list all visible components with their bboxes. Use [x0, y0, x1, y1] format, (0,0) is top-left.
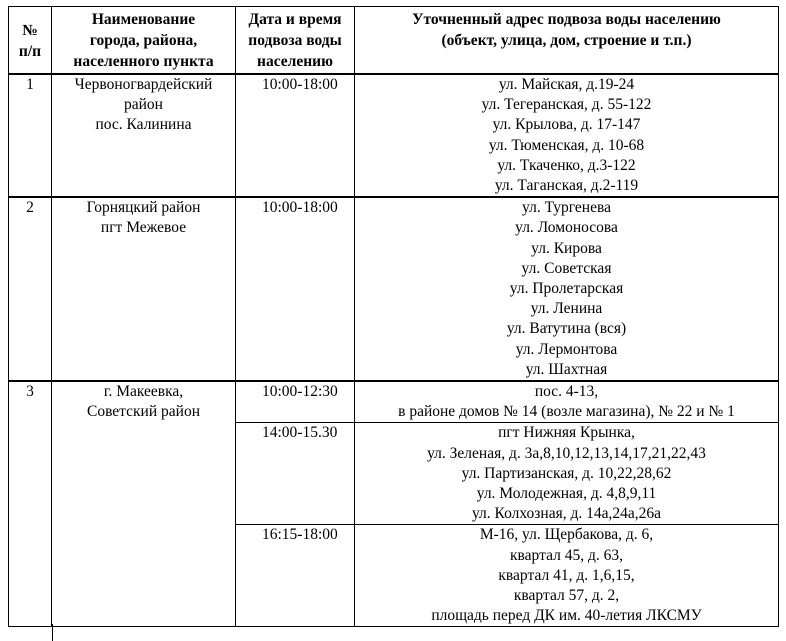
row-number: 3 [9, 381, 52, 627]
row-address: пгт Нижняя Крынка, ул. Зеленая, д. 3а,8,10,12,13,14,17,21,22,43 ул. Партизанская, д. 10,22,28,62 ул. Молодежная, д. 4,8,9,11 ул. Колхозная, д. 14а,24а,26а [355, 423, 779, 525]
row-city: г. Макеевка, Советский район [52, 381, 236, 627]
row-address: М-16, ул. Щербакова, д. 6, квартал 45, д. 63, квартал 41, д. 1,6,15, квартал 57, д. 2, площадь перед ДК им. 40-летия ЛКСМУ [355, 525, 779, 627]
water-delivery-table [8, 6, 779, 627]
table-row [9, 74, 779, 197]
header-city: Наименование города, района, населенного пункта [52, 7, 236, 75]
row-city: Червоногвардейский район пос. Калинина [52, 74, 236, 197]
row-time: 16:15-18:00 [236, 525, 355, 627]
row-city: Горняцкий район пгт Межевое [52, 197, 236, 381]
row-address: ул. Тургенева ул. Ломоносова ул. Кирова ул. Советская ул. Пролетарская ул. Ленина ул. Ватутина (вся) ул. Лермонтова ул. Шахтная [355, 197, 779, 381]
row-time: 10:00-12:30 [236, 381, 355, 423]
header-address: Уточненный адрес подвоза воды населению (объект, улица, дом, строение и т.п.) [355, 7, 779, 75]
header-row [9, 7, 779, 75]
row-address: пос. 4-13, в районе домов № 14 (возле магазина), № 22 и № 1 [355, 381, 779, 423]
row-time: 14:00-15.30 [236, 423, 355, 525]
table-row [9, 197, 779, 381]
header-time: Дата и время подвоза воды населению [236, 7, 355, 75]
row-number: 1 [9, 74, 52, 197]
row-time: 10:00-18:00 [236, 74, 355, 197]
table-continuation-line [52, 624, 53, 641]
header-num: № п/п [9, 7, 52, 75]
row-number: 2 [9, 197, 52, 381]
table-row [9, 381, 779, 423]
row-time: 10:00-18:00 [236, 197, 355, 381]
row-address: ул. Майская, д.19-24 ул. Тегеранская, д. 55-122 ул. Крылова, д. 17-147 ул. Тюменская, д. 10-68 ул. Ткаченко, д.3-122 ул. Таганская, д.2-119 [355, 74, 779, 197]
